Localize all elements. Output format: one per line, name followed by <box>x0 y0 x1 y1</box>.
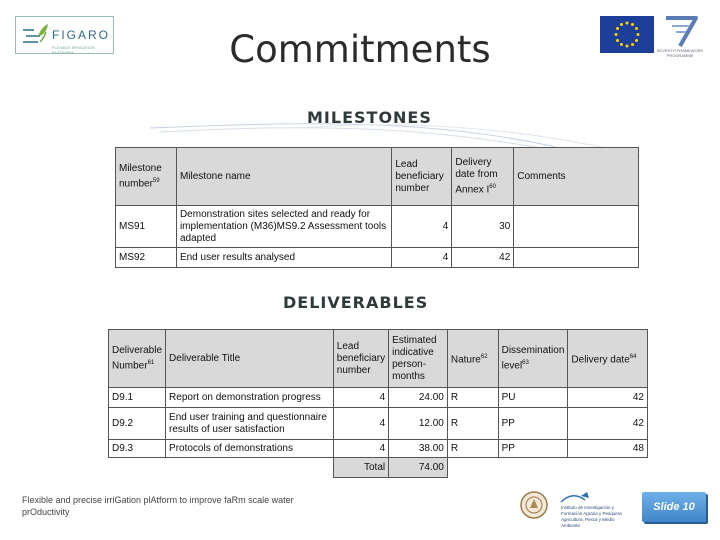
cell-lead: 4 <box>333 408 388 440</box>
col-milestone-number: Milestone number$^{59}$ <box>116 148 177 206</box>
cell-nature: R <box>447 408 498 440</box>
table-row <box>109 388 648 408</box>
fp7-caption: SEVENTH FRAMEWORK PROGRAMME <box>656 48 704 58</box>
slide-number-badge: Slide 10 <box>642 492 706 522</box>
cell-date: 30 <box>452 206 514 248</box>
fp7-seven-icon <box>656 14 704 48</box>
cell-comments <box>514 248 639 268</box>
cell-level: PP <box>498 440 568 458</box>
cell-name: Demonstration sites selected and ready for implementation (M36)MS9.2 Assessment tools adapted <box>176 206 391 248</box>
cell-empty <box>109 458 166 478</box>
cell-date: 42 <box>568 408 648 440</box>
table-header-row <box>109 330 648 388</box>
institute-name-line3: Agricultura, Pesca y Medio Ambiente <box>561 517 615 528</box>
col-delivery-date: Delivery date from Annex $I^{60}$ <box>452 148 514 206</box>
cell-date: 42 <box>452 248 514 268</box>
institute-name-line1: Instituto de Investigación y <box>561 505 615 510</box>
cell-number: D9.2 <box>109 408 166 440</box>
table-row <box>109 408 648 440</box>
footer-tagline: Flexible and precise irriGation plAtform to improve faRm scale water prOductivity <box>22 495 294 517</box>
cell-lead: 4 <box>392 248 452 268</box>
col-nature: Nature$^{62}$ <box>447 330 498 388</box>
col-deliverable-number: Deliverable Number$^{61}$ <box>109 330 166 388</box>
fp7-logo <box>656 14 704 58</box>
cell-title: Report on demonstration progress <box>166 388 334 408</box>
university-seal-icon <box>519 490 549 520</box>
logo-tagline: FLEXIBLE IRRIGATION PLATFORM <box>52 45 95 55</box>
col-milestone-name: Milestone name <box>176 148 391 206</box>
cell-date: 48 <box>568 440 648 458</box>
table-row <box>116 206 639 248</box>
institute-wave-icon <box>557 490 631 504</box>
cell-title: End user training and questionnaire results of user satisfaction <box>166 408 334 440</box>
cell-number: D9.1 <box>109 388 166 408</box>
cell-title: Protocols of demonstrations <box>166 440 334 458</box>
cell-lead: 4 <box>333 440 388 458</box>
total-row <box>109 458 648 478</box>
cell-comments <box>514 206 639 248</box>
cell-name: End user results analysed <box>176 248 391 268</box>
col-delivery-date: Delivery date$^{64}$ <box>568 330 648 388</box>
col-dissemination-level: Dissemination level$^{63}$ <box>498 330 568 388</box>
cell-person-months: 12.00 <box>389 408 448 440</box>
page-title: Commitments <box>229 28 491 71</box>
table-row <box>116 248 639 268</box>
col-lead-beneficiary: Lead beneficiary number <box>392 148 452 206</box>
col-person-months: Estimated indicative person-months <box>389 330 448 388</box>
milestones-heading: MILESTONES <box>307 108 432 127</box>
cell-number: MS92 <box>116 248 177 268</box>
deliverables-heading: DELIVERABLES <box>283 293 429 312</box>
cell-lead: 4 <box>392 206 452 248</box>
cell-person-months: 24.00 <box>389 388 448 408</box>
deliverables-table <box>108 329 648 478</box>
institute-logo <box>557 490 631 528</box>
cell-number: D9.3 <box>109 440 166 458</box>
cell-empty <box>447 458 498 478</box>
cell-number: MS91 <box>116 206 177 248</box>
cell-date: 42 <box>568 388 648 408</box>
cell-level: PU <box>498 388 568 408</box>
eu-flag-logo <box>600 16 654 53</box>
milestones-table <box>115 147 639 268</box>
cell-empty <box>498 458 568 478</box>
cell-empty <box>568 458 648 478</box>
col-deliverable-title: Deliverable Title <box>166 330 334 388</box>
table-row <box>109 440 648 458</box>
table-header-row <box>116 148 639 206</box>
col-comments: Comments <box>514 148 639 206</box>
logo-wordmark: FIGARO <box>52 28 111 42</box>
institute-name-line2: Formación Agraria y Pesquera <box>561 511 622 516</box>
total-value: 74.00 <box>389 458 448 478</box>
eu-stars-icon <box>600 16 654 53</box>
cell-nature: R <box>447 440 498 458</box>
col-lead-beneficiary: Lead beneficiary number <box>333 330 388 388</box>
cell-nature: R <box>447 388 498 408</box>
cell-level: PP <box>498 408 568 440</box>
cell-person-months: 38.00 <box>389 440 448 458</box>
cell-empty <box>166 458 334 478</box>
cell-lead: 4 <box>333 388 388 408</box>
total-label: Total <box>333 458 388 478</box>
